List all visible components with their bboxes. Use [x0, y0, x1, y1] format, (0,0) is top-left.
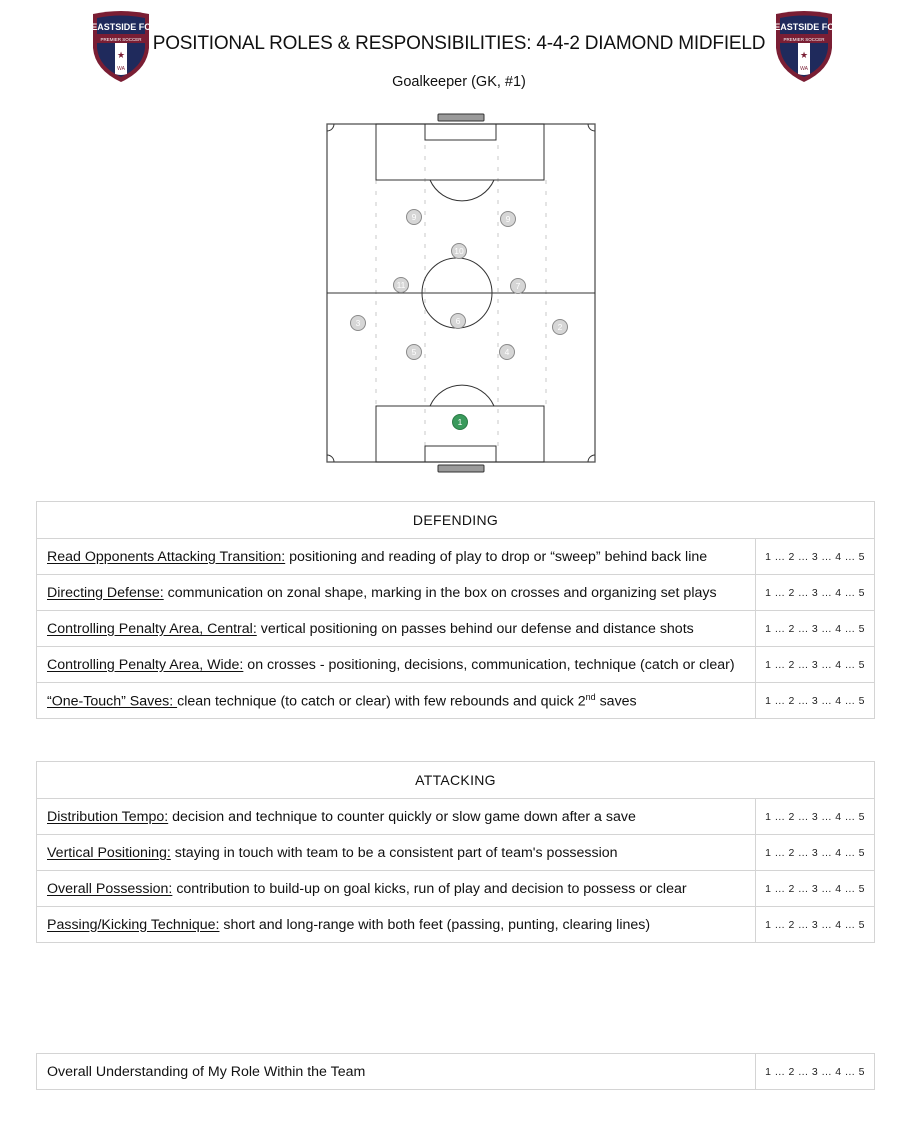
player-marker — [511, 279, 526, 294]
svg-text:9: 9 — [411, 212, 417, 223]
svg-text:3: 3 — [355, 318, 361, 329]
table-row — [37, 799, 875, 835]
rating-scale[interactable]: 1 … 2 … 3 … 4 … 5 — [756, 611, 875, 647]
players — [351, 210, 568, 430]
svg-text:WA: WA — [800, 66, 808, 72]
criterion-label: Distribution Tempo: — [47, 808, 169, 825]
overall-label: Overall Understanding of My Role Within the Team — [37, 1054, 756, 1090]
table-row — [37, 683, 875, 719]
criterion-desc-after: saves — [595, 693, 637, 710]
position-subtitle: Goalkeeper (GK, #1) — [392, 74, 526, 90]
penalty-area-top — [376, 124, 544, 180]
svg-text:EASTSIDE FC: EASTSIDE FC — [91, 22, 151, 32]
criterion-label: Read Opponents Attacking Transition: — [47, 548, 286, 565]
svg-text:WA: WA — [117, 66, 125, 72]
svg-text:★: ★ — [116, 50, 126, 60]
goal-area-top — [425, 124, 496, 140]
criterion-desc: staying in touch with team to be a consistent part of team's possession — [170, 844, 618, 861]
player-marker — [451, 314, 466, 329]
svg-text:EASTSIDE FC: EASTSIDE FC — [774, 22, 834, 32]
rating-scale[interactable]: 1 … 2 … 3 … 4 … 5 — [756, 539, 875, 575]
table-row — [37, 871, 875, 907]
criterion-desc: on crosses - positioning, decisions, communication, technique (catch or clear) — [243, 656, 735, 673]
player-marker — [452, 244, 467, 259]
table-row — [37, 647, 875, 683]
superscript: nd — [585, 691, 596, 702]
defending-table — [36, 501, 875, 719]
criterion-label: Controlling Penalty Area, Central: — [47, 620, 257, 637]
svg-text:5: 5 — [411, 347, 417, 358]
player-marker — [453, 415, 468, 430]
page-title: POSITIONAL ROLES & RESPONSIBILITIES: 4-4-2 DIAMOND MIDFIELD — [152, 33, 766, 54]
criterion-label: Directing Defense: — [47, 584, 164, 601]
rating-scale[interactable]: 1 … 2 … 3 … 4 … 5 — [756, 871, 875, 907]
criterion-desc: positioning and reading of play to drop or “sweep” behind back line — [285, 548, 708, 565]
section-heading-defending: DEFENDING — [37, 502, 875, 539]
player-marker — [501, 212, 516, 227]
criterion-desc: communication on zonal shape, marking in the box on crosses and organizing set plays — [163, 584, 717, 601]
table-row — [37, 907, 875, 943]
goal-area-bottom — [425, 446, 496, 462]
rating-scale[interactable]: 1 … 2 … 3 … 4 … 5 — [756, 1054, 875, 1090]
svg-text:4: 4 — [504, 347, 510, 358]
table-row — [37, 835, 875, 871]
criterion-label: “One-Touch” Saves: — [47, 693, 178, 710]
criterion-desc: clean technique (to catch or clear) with few rebounds and quick 2 — [177, 693, 586, 710]
svg-text:★: ★ — [799, 50, 809, 60]
svg-text:7: 7 — [515, 281, 521, 292]
svg-text:6: 6 — [455, 316, 461, 327]
player-marker — [394, 278, 409, 293]
criterion-label: Overall Possession: — [47, 880, 173, 897]
table-row — [37, 1054, 875, 1090]
player-marker — [351, 316, 366, 331]
overall-table — [36, 1053, 875, 1090]
table-row — [37, 575, 875, 611]
svg-text:1: 1 — [457, 417, 463, 428]
table-row — [37, 539, 875, 575]
player-marker — [407, 210, 422, 225]
table-row — [37, 611, 875, 647]
svg-text:PREMIER SOCCER: PREMIER SOCCER — [100, 37, 142, 42]
rating-scale[interactable]: 1 … 2 … 3 … 4 … 5 — [756, 683, 875, 719]
criterion-desc: short and long-range with both feet (passing, punting, clearing lines) — [219, 916, 651, 933]
section-heading-attacking: ATTACKING — [37, 762, 875, 799]
rating-scale[interactable]: 1 … 2 … 3 … 4 … 5 — [756, 835, 875, 871]
criterion-desc: contribution to build-up on goal kicks, run of play and decision to possess or clear — [172, 880, 687, 897]
player-marker — [500, 345, 515, 360]
channel-lines — [376, 145, 546, 448]
criterion-label: Vertical Positioning: — [47, 844, 171, 861]
rating-scale[interactable]: 1 … 2 … 3 … 4 … 5 — [756, 799, 875, 835]
pitch-diagram — [322, 110, 598, 478]
svg-text:11: 11 — [396, 280, 406, 291]
attacking-table — [36, 761, 875, 943]
rating-scale[interactable]: 1 … 2 … 3 … 4 … 5 — [756, 907, 875, 943]
criterion-label: Passing/Kicking Technique: — [47, 916, 220, 933]
criterion-label: Controlling Penalty Area, Wide: — [47, 656, 244, 673]
goal-bottom — [438, 465, 484, 472]
player-marker — [407, 345, 422, 360]
svg-text:9: 9 — [505, 214, 511, 225]
svg-text:10: 10 — [454, 246, 464, 257]
criterion-desc: vertical positioning on passes behind our defense and distance shots — [256, 620, 694, 637]
goal-top — [438, 114, 484, 121]
svg-text:2: 2 — [557, 322, 563, 333]
rating-scale[interactable]: 1 … 2 … 3 … 4 … 5 — [756, 647, 875, 683]
svg-text:PREMIER SOCCER: PREMIER SOCCER — [783, 37, 825, 42]
rating-scale[interactable]: 1 … 2 … 3 … 4 … 5 — [756, 575, 875, 611]
player-marker — [553, 320, 568, 335]
criterion-desc: decision and technique to counter quickly or slow game down after a save — [168, 808, 636, 825]
